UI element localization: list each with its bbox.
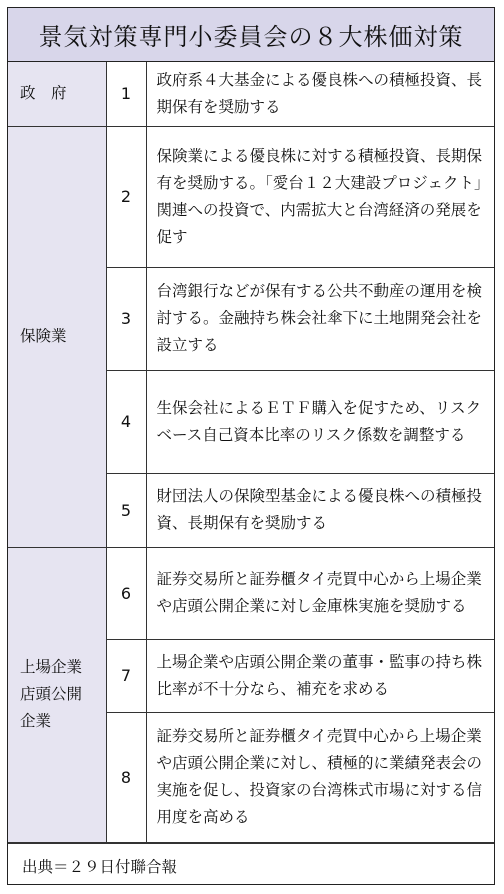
row-number: 1 [106, 62, 146, 126]
category-government: 政 府 [8, 62, 106, 126]
row-number: 3 [106, 267, 146, 370]
measure-text: 財団法人の保険型基金による優良株への積極投資、長期保有を奨励する [146, 473, 494, 547]
measure-text: 台湾銀行などが保有する公共不動産の運用を検討する。金融持ち株会社傘下に土地開発会社を設立する [146, 267, 494, 370]
policy-table-frame [7, 7, 495, 885]
measure-text: 政府系４大基金による優良株への積極投資、長期保有を奨励する [146, 62, 494, 126]
measure-text: 保険業による優良株に対する積極投資、長期保有を奨励する。「愛台１２大建設プロジェクト」関連への投資で、内需拡大と台湾経済の発展を促す [146, 126, 494, 267]
table-title: 景気対策専門小委員会の８大株価対策 [8, 8, 494, 62]
row-number: 2 [106, 126, 146, 267]
table-row [8, 62, 494, 126]
row-number: 4 [106, 370, 146, 473]
table-row [8, 547, 494, 639]
measure-text: 証券交易所と証券櫃タイ売買中心から上場企業や店頭公開企業に対し金庫株実施を奨励する [146, 547, 494, 639]
row-number: 5 [106, 473, 146, 547]
measures-table [8, 62, 494, 843]
measure-text: 生保会社によるＥＴＦ購入を促すため、リスクベース自己資本比率のリスク係数を調整する [146, 370, 494, 473]
category-insurance: 保険業 [8, 126, 106, 547]
category-line: 店頭公開 [20, 685, 83, 703]
measure-text: 上場企業や店頭公開企業の董事・監事の持ち株比率が不十分なら、補充を求める [146, 639, 494, 712]
category-line: 上場企業 [20, 658, 83, 676]
table-row [8, 126, 494, 267]
measure-text: 証券交易所と証券櫃タイ売買中心から上場企業や店頭公開企業に対し、積極的に業績発表会の実施を促し、投資家の台湾株式市場に対する信用度を高める [146, 712, 494, 842]
category-line: 企業 [20, 712, 52, 730]
row-number: 6 [106, 547, 146, 639]
category-listed-companies [8, 547, 106, 842]
row-number: 8 [106, 712, 146, 842]
source-note: 出典＝２９日付聯合報 [8, 843, 494, 889]
row-number: 7 [106, 639, 146, 712]
